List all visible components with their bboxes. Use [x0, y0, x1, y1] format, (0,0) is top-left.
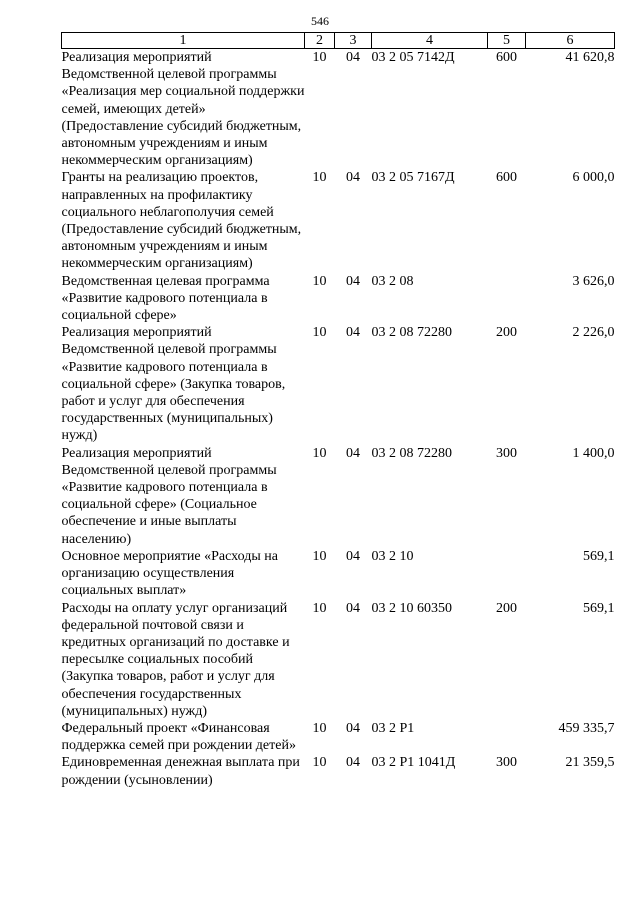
- row-subsection: 04: [346, 273, 360, 289]
- row-expense-type: [488, 548, 526, 600]
- row-name: Расходы на оплату услуг организаций федеральной почтовой связи и кредитных организаций по доставке и пересылке социальных пособий (Закупка товаров, работ и услуг для обеспечения государственных (муниципальных) нужд): [61, 600, 290, 719]
- row-amount: 21 359,5: [565, 755, 615, 771]
- row-amount: 3 626,0: [572, 273, 615, 289]
- row-subsection: 04: [346, 720, 360, 736]
- column-header-2: 2: [305, 33, 335, 49]
- table-row: [62, 273, 615, 325]
- row-section: 10: [312, 170, 327, 186]
- row-name: Основное мероприятие «Расходы на организацию осуществления социальных выплат»: [61, 548, 278, 599]
- table-row: [62, 600, 615, 720]
- column-header-5: 5: [488, 33, 526, 49]
- row-target-code: 03 2 08: [371, 273, 414, 289]
- row-name: Федеральный проект «Финансовая поддержка семей при рождении детей»: [61, 720, 296, 754]
- table-row: [62, 49, 615, 170]
- row-expense-type: [488, 273, 526, 325]
- row-expense-type: 600: [496, 50, 517, 65]
- row-target-code: 03 2 08 72280: [371, 445, 452, 461]
- row-subsection: 04: [346, 755, 360, 771]
- row-subsection: 04: [346, 600, 360, 616]
- row-amount: 569,1: [583, 548, 615, 564]
- row-target-code: 03 2 05 7142Д: [371, 50, 455, 65]
- row-amount: 569,1: [583, 600, 615, 616]
- row-section: 10: [312, 445, 327, 461]
- row-expense-type: [488, 720, 526, 754]
- row-expense-type: 200: [496, 600, 517, 616]
- row-section: 10: [312, 600, 327, 616]
- row-section: 10: [312, 325, 327, 341]
- row-section: 10: [312, 720, 327, 736]
- row-name: Гранты на реализацию проектов, направленных на профилактику социального неблагополучия семей (Предоставление субсидий бюджетным, автономным учреждениям и иным некоммерческим организациям): [61, 170, 302, 272]
- row-amount: 2 226,0: [572, 325, 615, 341]
- table-row: [62, 548, 615, 600]
- row-section: 10: [312, 273, 327, 289]
- row-name: Единовременная денежная выплата при рождении (усыновлении): [61, 755, 300, 788]
- row-target-code: 03 2 10 60350: [371, 600, 452, 616]
- page-number: 546: [311, 14, 329, 28]
- table-header-row: [62, 33, 615, 49]
- row-name: Реализация мероприятий Ведомственной целевой программы «Развитие кадрового потенциала в социальной сфере» (Социальное обеспечение и иные выплаты населению): [61, 445, 277, 547]
- row-name: Ведомственная целевая программа «Развитие кадрового потенциала в социальной сфере»: [61, 273, 270, 324]
- table-row: [62, 324, 615, 444]
- table-row: [62, 754, 615, 788]
- row-name: Реализация мероприятий Ведомственной целевой программы «Реализация мер социальной поддержки семей, имеющих детей» (Предоставление субсидий бюджетным, автономным учреждениям и иным некоммерческим организациям): [61, 50, 305, 169]
- row-expense-type: 300: [496, 445, 517, 461]
- row-target-code: 03 2 10: [371, 548, 414, 564]
- row-section: 10: [312, 50, 327, 65]
- row-target-code: 03 2 08 72280: [371, 325, 452, 341]
- row-expense-type: 300: [496, 755, 517, 771]
- table-row: [62, 720, 615, 754]
- column-header-3: 3: [335, 33, 372, 49]
- row-name: Реализация мероприятий Ведомственной целевой программы «Развитие кадрового потенциала в социальной сфере» (Закупка товаров, работ и услуг для обеспечения государственных (муниципальных) нужд): [61, 325, 286, 444]
- table-row: [62, 169, 615, 272]
- row-subsection: 04: [346, 50, 360, 65]
- row-subsection: 04: [346, 170, 360, 186]
- column-header-4: 4: [372, 33, 488, 49]
- column-header-1: 1: [62, 33, 305, 49]
- row-amount: 1 400,0: [572, 445, 615, 461]
- row-target-code: 03 2 P1: [371, 720, 415, 736]
- budget-table: [61, 32, 615, 789]
- row-section: 10: [312, 548, 327, 564]
- row-expense-type: 200: [496, 325, 517, 341]
- row-target-code: 03 2 P1 1041Д: [371, 755, 456, 771]
- row-amount: 41 620,8: [565, 50, 615, 65]
- row-subsection: 04: [346, 445, 360, 461]
- row-expense-type: 600: [496, 170, 517, 186]
- table-row: [62, 445, 615, 548]
- row-target-code: 03 2 05 7167Д: [371, 170, 455, 186]
- row-section: 10: [312, 755, 327, 771]
- row-amount: 459 335,7: [558, 720, 615, 736]
- column-header-6: 6: [526, 33, 615, 49]
- row-subsection: 04: [346, 325, 360, 341]
- row-subsection: 04: [346, 548, 360, 564]
- row-amount: 6 000,0: [572, 170, 615, 186]
